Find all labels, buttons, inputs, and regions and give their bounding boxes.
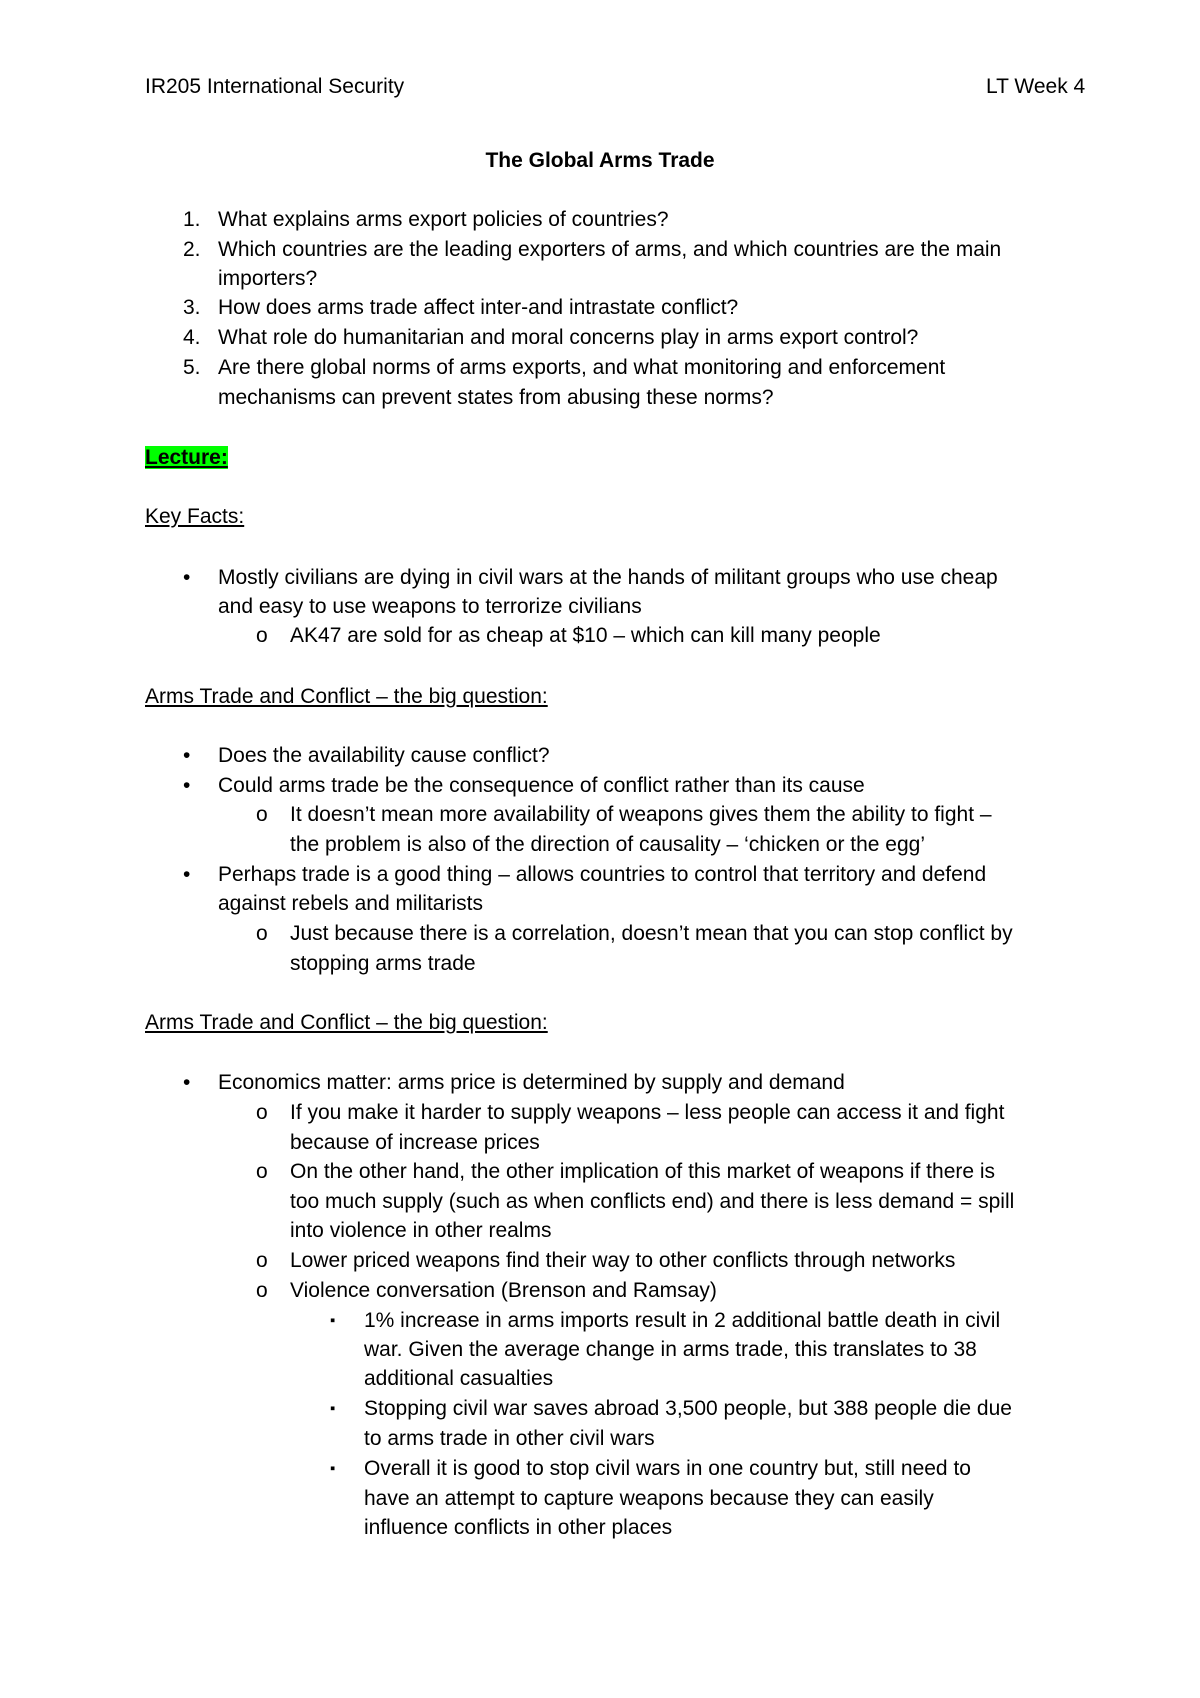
question-number: 3. xyxy=(183,296,201,319)
circle-marker: o xyxy=(256,1101,268,1124)
square-marker: ▪ xyxy=(330,1312,336,1329)
question-text: How does arms trade affect inter-and intrastate conflict? xyxy=(218,296,739,319)
sub-bullet-text: If you make it harder to supply weapons – less people can access it and fight xyxy=(290,1101,1005,1124)
square-marker: ▪ xyxy=(330,1400,336,1417)
bullet-marker: • xyxy=(183,744,191,767)
bullet-marker: • xyxy=(183,1071,191,1094)
lecture-label xyxy=(145,443,228,473)
circle-marker: o xyxy=(256,922,268,945)
sub-bullet-text: into violence in other realms xyxy=(290,1219,552,1242)
lecture-highlight: Lecture: xyxy=(145,446,228,469)
sub-bullet-text: Lower priced weapons find their way to other conflicts through networks xyxy=(290,1249,956,1272)
sub-bullet-text: Violence conversation (Brenson and Ramsay) xyxy=(290,1279,717,1302)
bullet-text: Economics matter: arms price is determined by supply and demand xyxy=(218,1071,845,1094)
square-marker: ▪ xyxy=(330,1460,336,1477)
key-facts-heading: Key Facts: xyxy=(145,505,245,528)
section-heading: Arms Trade and Conflict – the big question: xyxy=(145,1011,548,1034)
document-title: The Global Arms Trade xyxy=(485,149,715,172)
circle-marker: o xyxy=(256,803,268,826)
circle-marker: o xyxy=(256,624,268,647)
bullet-text: Could arms trade be the consequence of conflict rather than its cause xyxy=(218,774,865,797)
sub-sub-bullet-text: influence conflicts in other places xyxy=(364,1516,673,1539)
bullet-marker: • xyxy=(183,774,191,797)
question-number: 2. xyxy=(183,238,201,261)
bullet-text: Does the availability cause conflict? xyxy=(218,744,550,767)
sub-bullet-text: stopping arms trade xyxy=(290,952,476,975)
question-text: mechanisms can prevent states from abusing these norms? xyxy=(218,386,774,409)
bullet-text: Perhaps trade is a good thing – allows countries to control that territory and defend xyxy=(218,863,987,886)
key-fact-sub-text: AK47 are sold for as cheap at $10 – which can kill many people xyxy=(290,624,881,647)
sub-bullet-text: On the other hand, the other implication of this market of weapons if there is xyxy=(290,1160,996,1183)
sub-sub-bullet-text: war. Given the average change in arms trade, this translates to 38 xyxy=(364,1338,977,1361)
question-number: 5. xyxy=(183,356,201,379)
sub-sub-bullet-text: Overall it is good to stop civil wars in one country but, still need to xyxy=(364,1457,971,1480)
key-fact-text: Mostly civilians are dying in civil wars at the hands of militant groups who use cheap xyxy=(218,566,998,589)
bullet-marker: • xyxy=(183,566,191,589)
question-text: What explains arms export policies of countries? xyxy=(218,208,669,231)
circle-marker: o xyxy=(256,1279,268,1302)
bullet-marker: • xyxy=(183,863,191,886)
sub-bullet-text: the problem is also of the direction of causality – ‘chicken or the egg’ xyxy=(290,833,926,856)
key-fact-text: and easy to use weapons to terrorize civilians xyxy=(218,595,642,618)
sub-sub-bullet-text: Stopping civil war saves abroad 3,500 people, but 388 people die due xyxy=(364,1397,1012,1420)
bullet-text: against rebels and militarists xyxy=(218,892,483,915)
sub-sub-bullet-text: 1% increase in arms imports result in 2 additional battle death in civil xyxy=(364,1309,1001,1332)
question-text: Which countries are the leading exporters of arms, and which countries are the main xyxy=(218,238,1002,261)
header-week: LT Week 4 xyxy=(986,75,1086,98)
header-course: IR205 International Security xyxy=(145,75,405,98)
question-text: Are there global norms of arms exports, and what monitoring and enforcement xyxy=(218,356,946,379)
sub-bullet-text: It doesn’t mean more availability of weapons gives them the ability to fight – xyxy=(290,803,992,826)
question-text: What role do humanitarian and moral concerns play in arms export control? xyxy=(218,326,919,349)
sub-bullet-text: Just because there is a correlation, doesn’t mean that you can stop conflict by xyxy=(290,922,1013,945)
question-text: importers? xyxy=(218,267,318,290)
sub-sub-bullet-text: additional casualties xyxy=(364,1367,554,1390)
circle-marker: o xyxy=(256,1160,268,1183)
question-number: 1. xyxy=(183,208,201,231)
sub-sub-bullet-text: to arms trade in other civil wars xyxy=(364,1427,655,1450)
sub-sub-bullet-text: have an attempt to capture weapons because they can easily xyxy=(364,1487,934,1510)
question-number: 4. xyxy=(183,326,201,349)
section-heading: Arms Trade and Conflict – the big question: xyxy=(145,685,548,708)
sub-bullet-text: too much supply (such as when conflicts end) and there is less demand = spill xyxy=(290,1190,1015,1213)
circle-marker: o xyxy=(256,1249,268,1272)
sub-bullet-text: because of increase prices xyxy=(290,1131,540,1154)
